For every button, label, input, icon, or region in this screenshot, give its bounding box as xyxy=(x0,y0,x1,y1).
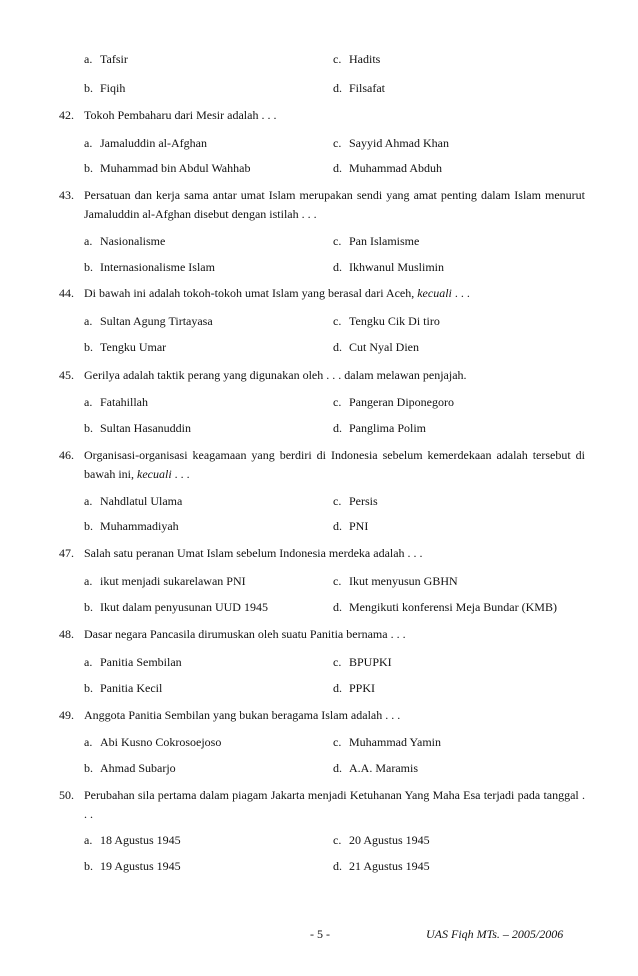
question-text: Di bawah ini adalah tokoh-tokoh umat Islam yang berasal dari Aceh, kecuali . . . xyxy=(84,286,470,300)
q43-option-d: d. Ikhwanul Muslimin xyxy=(333,260,444,274)
q48-option-c: c. BPUPKI xyxy=(333,655,392,669)
question-text: Gerilya adalah taktik perang yang digunakan oleh . . . dalam melawan penjajah. xyxy=(84,368,467,382)
question-text: Organisasi-organisasi keagamaan yang berdiri di Indonesia sebelum kemerdekaan adalah tersebut di bawah ini, kecuali . . . xyxy=(84,448,585,481)
question-text: Dasar negara Pancasila dirumuskan oleh suatu Panitia bernama . . . xyxy=(84,627,406,641)
q44-option-d: d. Cut Nyal Dien xyxy=(333,340,419,354)
question-42 xyxy=(59,106,585,125)
q49-option-a: a. Abi Kusno Cokrosoejoso xyxy=(84,735,222,749)
question-text: Persatuan dan kerja sama antar umat Islam merupakan sendi yang amat penting dalam Islam menurut Jamaluddin al-Afghan disebut dengan istilah . . . xyxy=(84,188,585,221)
q45-option-a: a. Fatahillah xyxy=(84,395,148,409)
q46-option-c: c. Persis xyxy=(333,494,378,508)
question-number: 48. xyxy=(59,627,74,641)
question-number: 47. xyxy=(59,546,74,560)
question-number: 43. xyxy=(59,188,74,202)
prev-option-d: d. Filsafat xyxy=(333,81,385,95)
q42-option-a: a. Jamaluddin al-Afghan xyxy=(84,136,207,150)
q45-option-c: c. Pangeran Diponegoro xyxy=(333,395,454,409)
q42-option-d: d. Muhammad Abduh xyxy=(333,161,442,175)
question-text: Tokoh Pembaharu dari Mesir adalah . . . xyxy=(84,108,277,122)
emphasis-kecuali: kecuali xyxy=(417,286,452,300)
q42-option-c: c. Sayyid Ahmad Khan xyxy=(333,136,449,150)
question-46 xyxy=(59,446,585,484)
question-44 xyxy=(59,284,585,303)
question-number: 45. xyxy=(59,368,74,382)
question-45 xyxy=(59,366,585,385)
q50-option-d: d. 21 Agustus 1945 xyxy=(333,859,430,873)
q48-option-d: d. PPKI xyxy=(333,681,376,695)
question-text: Anggota Panitia Sembilan yang bukan beragama Islam adalah . . . xyxy=(84,708,401,722)
prev-option-c: c. Hadits xyxy=(333,52,381,66)
q47-option-d: d. Mengikuti konferensi Meja Bundar (KMB) xyxy=(333,600,557,614)
q50-option-c: c. 20 Agustus 1945 xyxy=(333,833,430,847)
q50-option-a: a. 18 Agustus 1945 xyxy=(84,833,181,847)
q44-option-a: a. Sultan Agung Tirtayasa xyxy=(84,314,213,328)
question-number: 50. xyxy=(59,788,74,802)
prev-option-b: b. Fiqih xyxy=(84,81,126,95)
emphasis-kecuali: kecuali xyxy=(137,467,172,481)
question-50 xyxy=(59,786,585,824)
q47-option-c: c. Ikut menyusun GBHN xyxy=(333,574,458,588)
q45-option-b: b. Sultan Hasanuddin xyxy=(84,421,191,435)
q49-option-d: d. A.A. Maramis xyxy=(333,761,418,775)
q50-option-b: b. 19 Agustus 1945 xyxy=(84,859,181,873)
exam-title: UAS Fiqh MTs. – 2005/2006 xyxy=(426,927,564,941)
q49-option-b: b. Ahmad Subarjo xyxy=(84,761,176,775)
q47-option-a: a. ikut menjadi sukarelawan PNI xyxy=(84,574,246,588)
q46-option-a: a. Nahdlatul Ulama xyxy=(84,494,183,508)
question-48 xyxy=(59,625,585,644)
q49-option-c: c. Muhammad Yamin xyxy=(333,735,442,749)
question-text: Salah satu peranan Umat Islam sebelum Indonesia merdeka adalah . . . xyxy=(84,546,423,560)
q47-option-b: b. Ikut dalam penyusunan UUD 1945 xyxy=(84,600,268,614)
q46-option-b: b. Muhammadiyah xyxy=(84,519,179,533)
q48-option-b: b. Panitia Kecil xyxy=(84,681,163,695)
question-number: 49. xyxy=(59,708,74,722)
question-43 xyxy=(59,186,585,224)
q44-option-c: c. Tengku Cik Di tiro xyxy=(333,314,440,328)
question-49 xyxy=(59,706,585,725)
question-47 xyxy=(59,544,585,563)
q48-option-a: a. Panitia Sembilan xyxy=(84,655,182,669)
q45-option-d: d. Panglima Polim xyxy=(333,421,427,435)
question-number: 42. xyxy=(59,108,74,122)
q43-option-b: b. Internasionalisme Islam xyxy=(84,260,215,274)
q43-option-c: c. Pan Islamisme xyxy=(333,234,420,248)
question-number: 46. xyxy=(59,448,74,462)
q46-option-d: d. PNI xyxy=(333,519,369,533)
q43-option-a: a. Nasionalisme xyxy=(84,234,166,248)
q42-option-b: b. Muhammad bin Abdul Wahhab xyxy=(84,161,251,175)
q44-option-b: b. Tengku Umar xyxy=(84,340,167,354)
question-text: Perubahan sila pertama dalam piagam Jakarta menjadi Ketuhanan Yang Maha Esa terjadi pada tanggal . . . xyxy=(84,788,585,821)
page-number: - 5 - xyxy=(310,927,330,941)
question-number: 44. xyxy=(59,286,74,300)
prev-option-a: a. Tafsir xyxy=(84,52,128,66)
